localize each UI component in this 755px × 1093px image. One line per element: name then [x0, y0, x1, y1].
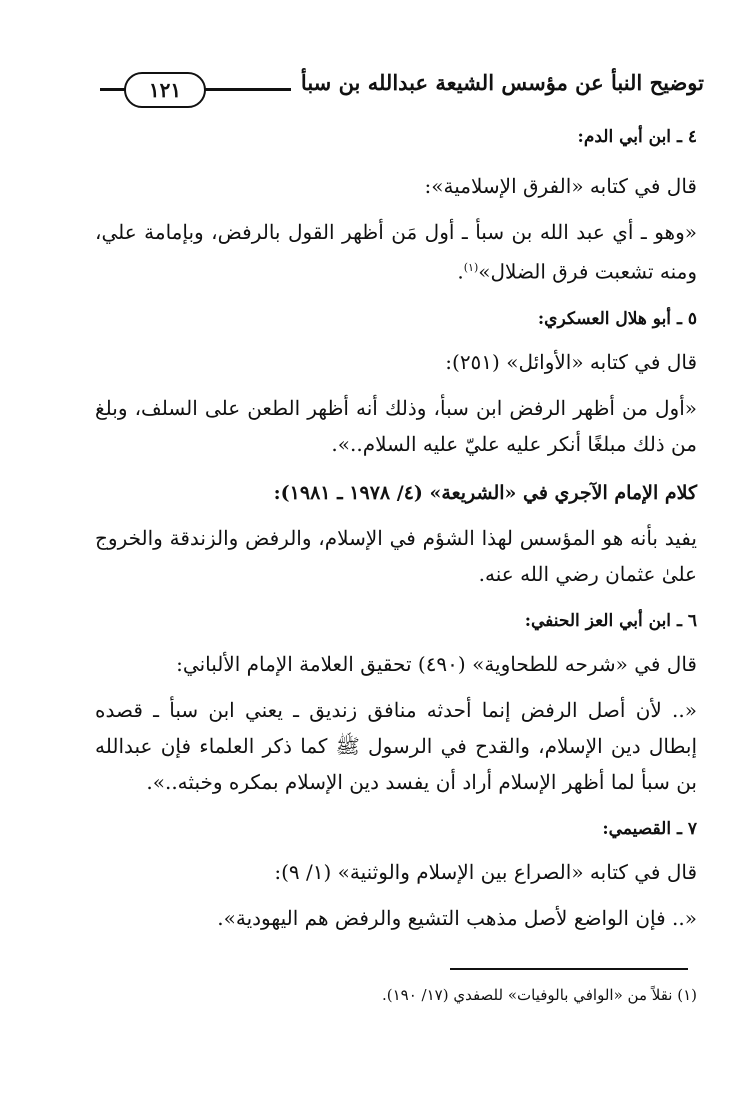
intro-line: قال في كتابه «الصراع بين الإسلام والوثنية» (١/ ٩): [274, 859, 697, 884]
quote-text: «وهو ـ أي عبد الله بن سبأ ـ أول مَن أظهر القول بالرفض، وبإمامة علي، ومنه تشعبت فرق الضلال» [95, 220, 697, 284]
quote-paragraph: «أول من أظهر الرفض ابن سبأ، وذلك أنه أظهر الطعن على السلف، وبلغ من ذلك مبلغًا أنكر عليه عليّ عليه السلام..». [95, 395, 697, 456]
body-paragraph: يفيد بأنه هو المؤسس لهذا الشؤم في الإسلام، والرفض والزندقة والخروج علىٰ عثمان رضي الله عنه. [95, 525, 697, 586]
quote-paragraph: «.. لأن أصل الرفض إنما أحدثه منافق زنديق ـ يعني ابن سبأ ـ قصده إبطال دين الإسلام، والقدح في الرسول ﷺ كما ذكر العلماء فإن عبدالله بن سبأ لما أظهر الإسلام أراد أن يفسد دين الإسلام بمكره وخبثه..». [95, 697, 697, 794]
running-title: توضيح النبأ عن مؤسس الشيعة عبدالله بن سبأ [291, 70, 704, 95]
section-heading: كلام الإمام الآجري في «الشريعة» (٤/ ١٩٧٨ ـ ١٩٨١): [273, 481, 697, 504]
footnote-rule [450, 968, 688, 970]
page-number: ١٢١ [124, 72, 206, 108]
page-header [100, 64, 704, 114]
intro-line: قال في كتابه «الأوائل» (٢٥١): [445, 349, 697, 374]
intro-line: قال في كتابه «الفرق الإسلامية»: [424, 174, 697, 198]
entry-heading: ٦ ـ ابن أبي العز الحنفي: [524, 610, 697, 631]
quote-tail: . [457, 259, 464, 284]
entry-heading: ٤ ـ ابن أبي الدم: [577, 127, 697, 147]
page-body [95, 118, 697, 936]
footnote-marker: (١) [463, 261, 479, 274]
entry-heading: ٧ ـ القصيمي: [602, 818, 697, 839]
footnote: (١) نقلاً من «الوافي بالوفيات» للصفدي (١٧/ ١٩٠). [381, 986, 697, 1004]
quote-paragraph [95, 214, 697, 290]
entry-heading: ٥ ـ أبو هلال العسكري: [537, 308, 697, 329]
quote-paragraph: «.. فإن الواضع لأصل مذهب التشيع والرفض هم اليهودية». [217, 905, 697, 930]
intro-line: قال في «شرحه للطحاوية» (٤٩٠) تحقيق العلامة الإمام الألباني: [176, 651, 697, 676]
